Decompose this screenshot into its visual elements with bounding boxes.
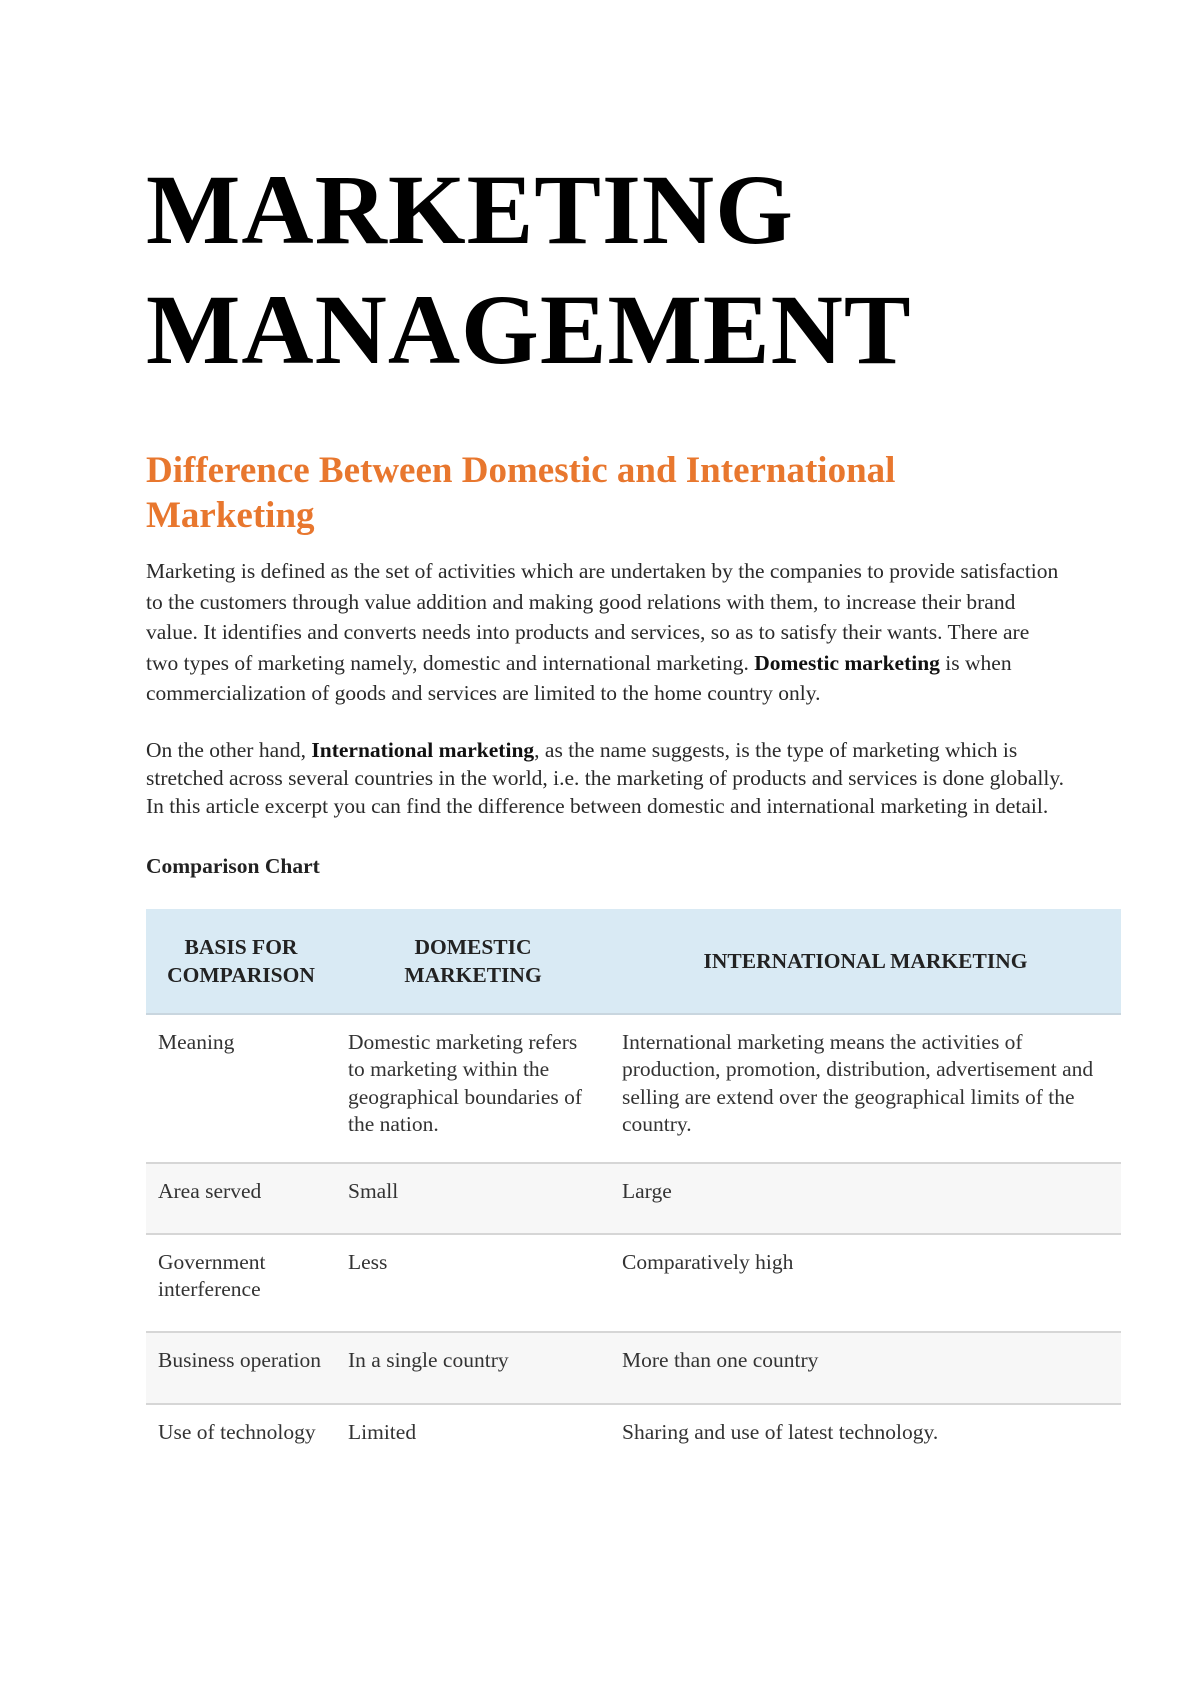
cell-domestic: Limited: [348, 1419, 417, 1444]
document-page: [146, 150, 1126, 1464]
international-paragraph: [146, 736, 1066, 820]
table-header-row: [146, 909, 1121, 1014]
cell-basis: Government interference: [146, 1234, 336, 1332]
cell-basis: Business operation: [146, 1332, 336, 1404]
cell-domestic: Less: [336, 1234, 610, 1332]
domestic-marketing-term: Domestic marketing: [754, 650, 940, 675]
cell-domestic: Small: [336, 1163, 610, 1234]
cell-basis: Use of technology: [158, 1419, 316, 1444]
title-line-2: MANAGEMENT: [146, 274, 912, 385]
header-international: INTERNATIONAL MARKETING: [610, 909, 1121, 1014]
comparison-chart-label: Comparison Chart: [146, 853, 320, 878]
table-row: [146, 1332, 1121, 1404]
cell-international: Sharing and use of latest technology.: [622, 1419, 939, 1444]
table-row: [146, 1234, 1121, 1332]
international-marketing-term: International marketing: [311, 737, 535, 762]
intl-text-after: , as the name suggests, is the type of marketing which is stretched across several countries in the world, i.e. the marketing of products and services is done globally. In this article excerpt you can find the difference between domestic and international marketing in detail.: [146, 737, 1065, 818]
intro-text-before: Marketing is defined as the set of activities which are undertaken by the companies to provide satisfaction to the customers through value addition and making good relations with them, to increase their brand value. It identifies and converts needs into products and services, so as to satisfy their wants. There are two types of marketing namely, domestic and international marketing.: [146, 559, 1059, 675]
cell-international: More than one country: [610, 1332, 1121, 1404]
intro-paragraph: [146, 556, 1066, 709]
cell-domestic: In a single country: [336, 1332, 610, 1404]
comparison-table: [146, 909, 1121, 1464]
table-row: [146, 1014, 1121, 1163]
cell-international: Comparatively high: [610, 1234, 1121, 1332]
intro-text-after: is when commercialization of goods and services are limited to the home country only.: [146, 650, 1012, 705]
table-row: [146, 1404, 1121, 1464]
cell-basis: Area served: [146, 1163, 336, 1234]
section-heading: Difference Between Domestic and International Marketing: [146, 450, 896, 536]
intl-text-before: On the other hand,: [146, 737, 312, 762]
header-basis: BASIS FOR COMPARISON: [146, 909, 336, 1014]
cell-domestic: Domestic marketing refers to marketing within the geographical boundaries of the nation.: [336, 1014, 610, 1163]
cell-basis: Meaning: [146, 1014, 336, 1163]
document-title: [146, 150, 1126, 390]
cell-international: Large: [610, 1163, 1121, 1234]
cell-international: International marketing means the activities of production, promotion, distribution, advertisement and selling are extend over the geographical limits of the country.: [610, 1014, 1121, 1163]
header-domestic: DOMESTIC MARKETING: [336, 909, 610, 1014]
title-line-1: MARKETING: [146, 154, 794, 265]
table-row: [146, 1163, 1121, 1234]
